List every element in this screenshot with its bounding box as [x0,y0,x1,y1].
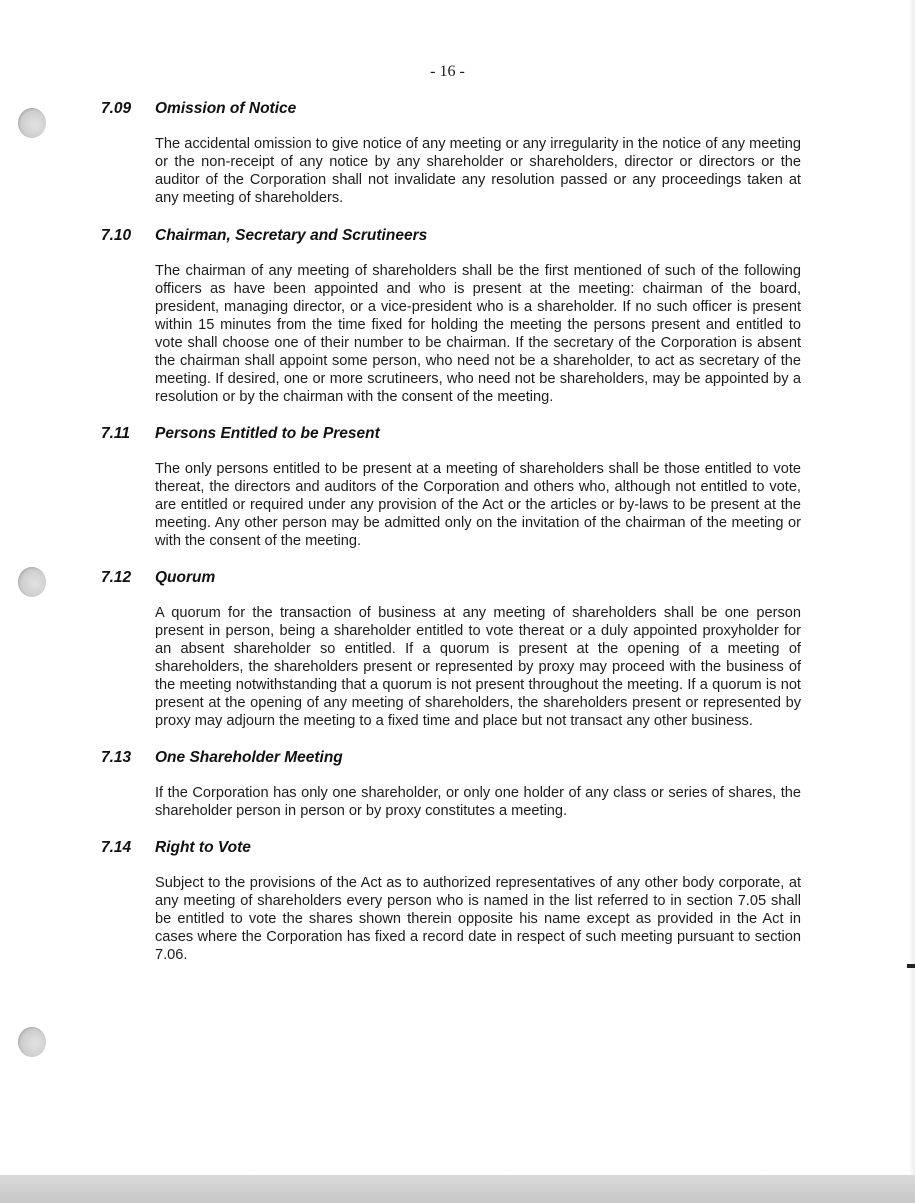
section-number: 7.09 [101,100,132,117]
section-body: Subject to the provisions of the Act as to authorized representatives of any other body corporate, at any meeting of shareholders every person who is named in the list referred to in section 7.05 shall be entitled to vote the shares shown therein opposite his name except as provided in the Act in cases where the Corporation has fixed a record date in respect of such meeting pursuant to section 7.06. [155,875,801,963]
section-heading [101,227,801,245]
section-number: 7.14 [101,839,132,856]
section-chairman-secretary-scrutineers [101,227,801,406]
scan-edge-shadow [909,0,915,1175]
section-right-to-vote [101,839,801,964]
section-number: 7.13 [101,749,132,766]
section-body: The chairman of any meeting of shareholders shall be the first mentioned of such of the following officers as have been appointed and who is present at the meeting: chairman of the board, president, managing director, or a vice-president who is a shareholder. If no such officer is present within 15 minutes from the time fixed for holding the meeting the persons present and entitled to vote shall choose one of their number to be chairman. If the secretary of the Corporation is absent the chairman shall appoint some person, who need not be a shareholder, to act as secretary of the meeting. If desired, one or more scrutineers, who need not be shareholders, may be appointed by a resolution or by the chairman with the consent of the meeting. [155,263,801,405]
section-title: Persons Entitled to be Present [155,425,380,442]
section-number: 7.12 [101,569,132,586]
section-number: 7.10 [101,227,132,244]
section-title: One Shareholder Meeting [155,749,343,766]
section-title: Right to Vote [155,839,251,856]
section-title: Chairman, Secretary and Scrutineers [155,227,428,244]
section-heading [101,839,801,857]
section-title: Omission of Notice [155,100,297,117]
scan-edge-mark [907,964,915,968]
section-body: The only persons entitled to be present at a meeting of shareholders shall be those entitled to vote thereat, the directors and auditors of the Corporation and others who, although not entitled to vote, are entitled or required under any provision of the Act or the articles or by-laws to be present at the meeting. Any other person may be admitted only on the invitation of the chairman of the meeting or with the consent of the meeting. [155,461,801,549]
section-one-shareholder-meeting [101,749,801,820]
section-quorum [101,569,801,730]
section-title: Quorum [155,569,216,586]
document-body [101,100,801,982]
section-body: A quorum for the transaction of business at any meeting of shareholders shall be one person present in person, being a shareholder entitled to vote thereat or a duly appointed proxyholder for an absent shareholder so entitled. If a quorum is present at the opening of a meeting of shareholders, the shareholders present or represented by proxy may proceed with the business of the meeting notwithstanding that a quorum is not present throughout the meeting. If a quorum is not present at the opening of any meeting of shareholders, the shareholders present or represented by proxy may adjourn the meeting to a fixed time and place but not transact any other business. [155,605,801,729]
section-heading [101,100,801,118]
section-omission-of-notice [101,100,801,207]
punch-hole [18,1027,46,1057]
section-number: 7.11 [101,425,131,442]
punch-hole [18,108,46,138]
section-body: If the Corporation has only one shareholder, or only one holder of any class or series of shares, the shareholder person in person or by proxy constitutes a meeting. [155,785,801,819]
section-persons-entitled-to-be-present [101,425,801,550]
punch-hole [18,567,46,597]
section-heading [101,425,801,443]
section-heading [101,749,801,767]
section-heading [101,569,801,587]
page-number: - 16 - [430,63,465,80]
section-body: The accidental omission to give notice of any meeting or any irregularity in the notice of any meeting or the non-receipt of any notice by any shareholder or shareholders, director or directors or the auditor of the Corporation shall not invalidate any resolution passed or any proceedings taken at any meeting of shareholders. [155,136,801,206]
